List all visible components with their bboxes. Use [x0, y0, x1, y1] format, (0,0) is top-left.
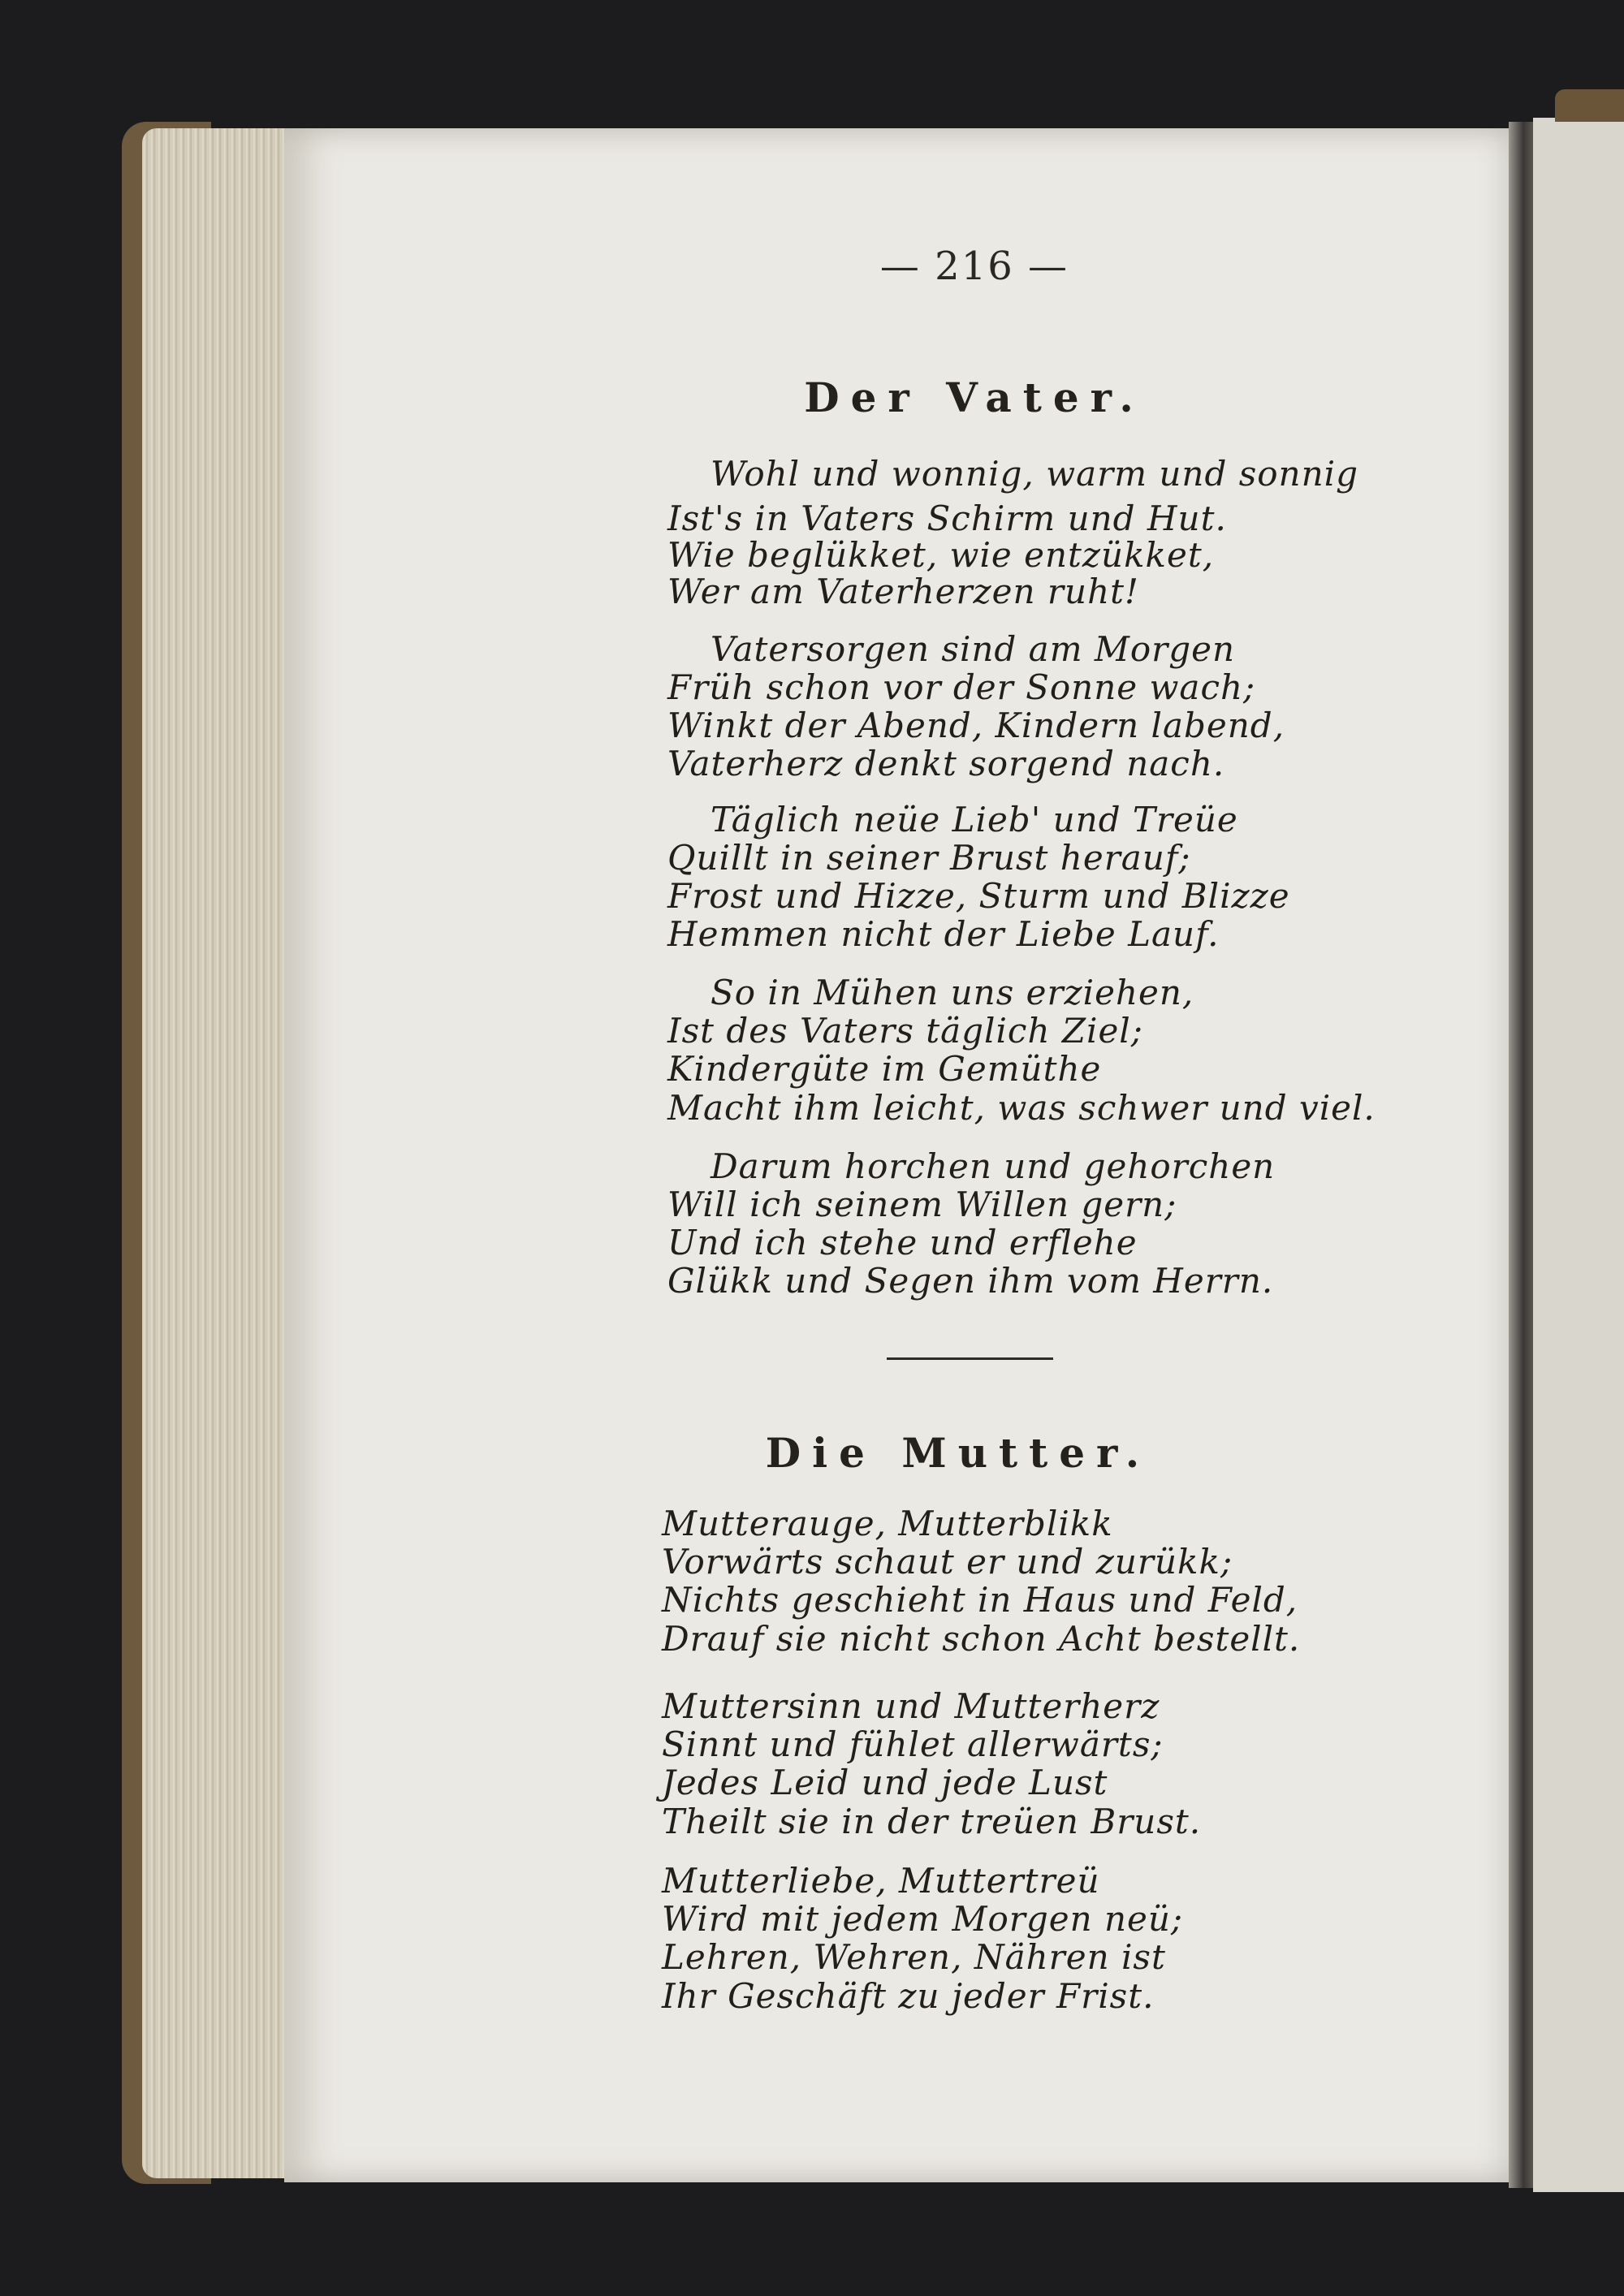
verse-line: Glükk und Segen ihm vom Herrn. [667, 1261, 1274, 1301]
section-divider [887, 1357, 1053, 1360]
verse-line: Täglich neüe Lieb' und Treüe [710, 800, 1238, 839]
poem-title-vater: Der Vater. [804, 373, 1145, 421]
verse-line: Ihr Geschäft zu jeder Frist. [662, 1976, 1155, 2016]
facing-page [1533, 118, 1624, 2192]
verse-line: Frost und Hizze, Sturm und Blizze [667, 876, 1290, 916]
verse-line: Will ich seinem Willen gern; [667, 1185, 1177, 1224]
verse-line: Wer am Vaterherzen ruht! [667, 572, 1139, 611]
verse-line: Vatersorgen sind am Morgen [710, 629, 1236, 669]
verse-line: Wird mit jedem Morgen neü; [662, 1899, 1184, 1939]
verse-line: Darum horchen und gehorchen [710, 1146, 1276, 1186]
verse-line: Vorwärts schaut er und zurükk; [662, 1542, 1233, 1582]
book-gutter [1509, 122, 1533, 2188]
verse-line: Wie beglükket, wie entzükket, [667, 535, 1215, 575]
verse-line: Kindergüte im Gemüthe [667, 1049, 1102, 1089]
page-edges [142, 128, 304, 2178]
verse-line: Macht ihm leicht, was schwer und viel. [667, 1088, 1376, 1128]
verse-line: Früh schon vor der Sonne wach; [667, 667, 1256, 707]
verse-line: Lehren, Wehren, Nähren ist [662, 1937, 1166, 1977]
verse-line: Muttersinn und Mutterherz [662, 1686, 1160, 1726]
book-cover-right [1555, 89, 1624, 122]
verse-line: Theilt sie in der treüen Brust. [662, 1802, 1202, 1841]
verse-line: So in Mühen uns erziehen, [710, 973, 1194, 1012]
verse-line: Wohl und wonnig, warm und sonnig [710, 454, 1358, 494]
page-number: — 216 — [879, 244, 1069, 289]
verse-line: Und ich stehe und erflehe [667, 1223, 1138, 1262]
verse-line: Drauf sie nicht schon Acht bestellt. [662, 1619, 1301, 1659]
verse-line: Hemmen nicht der Liebe Lauf. [667, 914, 1220, 954]
verse-line: Nichts geschieht in Haus und Feld, [662, 1580, 1298, 1620]
poem-title-mutter: Die Mutter. [765, 1429, 1151, 1477]
verse-line: Ist des Vaters täglich Ziel; [667, 1011, 1143, 1051]
verse-line: Quillt in seiner Brust herauf; [667, 838, 1191, 878]
verse-line: Ist's in Vaters Schirm und Hut. [667, 498, 1227, 538]
verse-line: Winkt der Abend, Kindern labend, [667, 706, 1285, 745]
verse-line: Vaterherz denkt sorgend nach. [667, 744, 1225, 783]
verse-line: Mutterauge, Mutterblikk [662, 1504, 1113, 1543]
verse-line: Mutterliebe, Muttertreü [662, 1861, 1100, 1901]
verse-line: Jedes Leid und jede Lust [662, 1763, 1108, 1802]
verse-line: Sinnt und fühlet allerwärts; [662, 1724, 1164, 1764]
